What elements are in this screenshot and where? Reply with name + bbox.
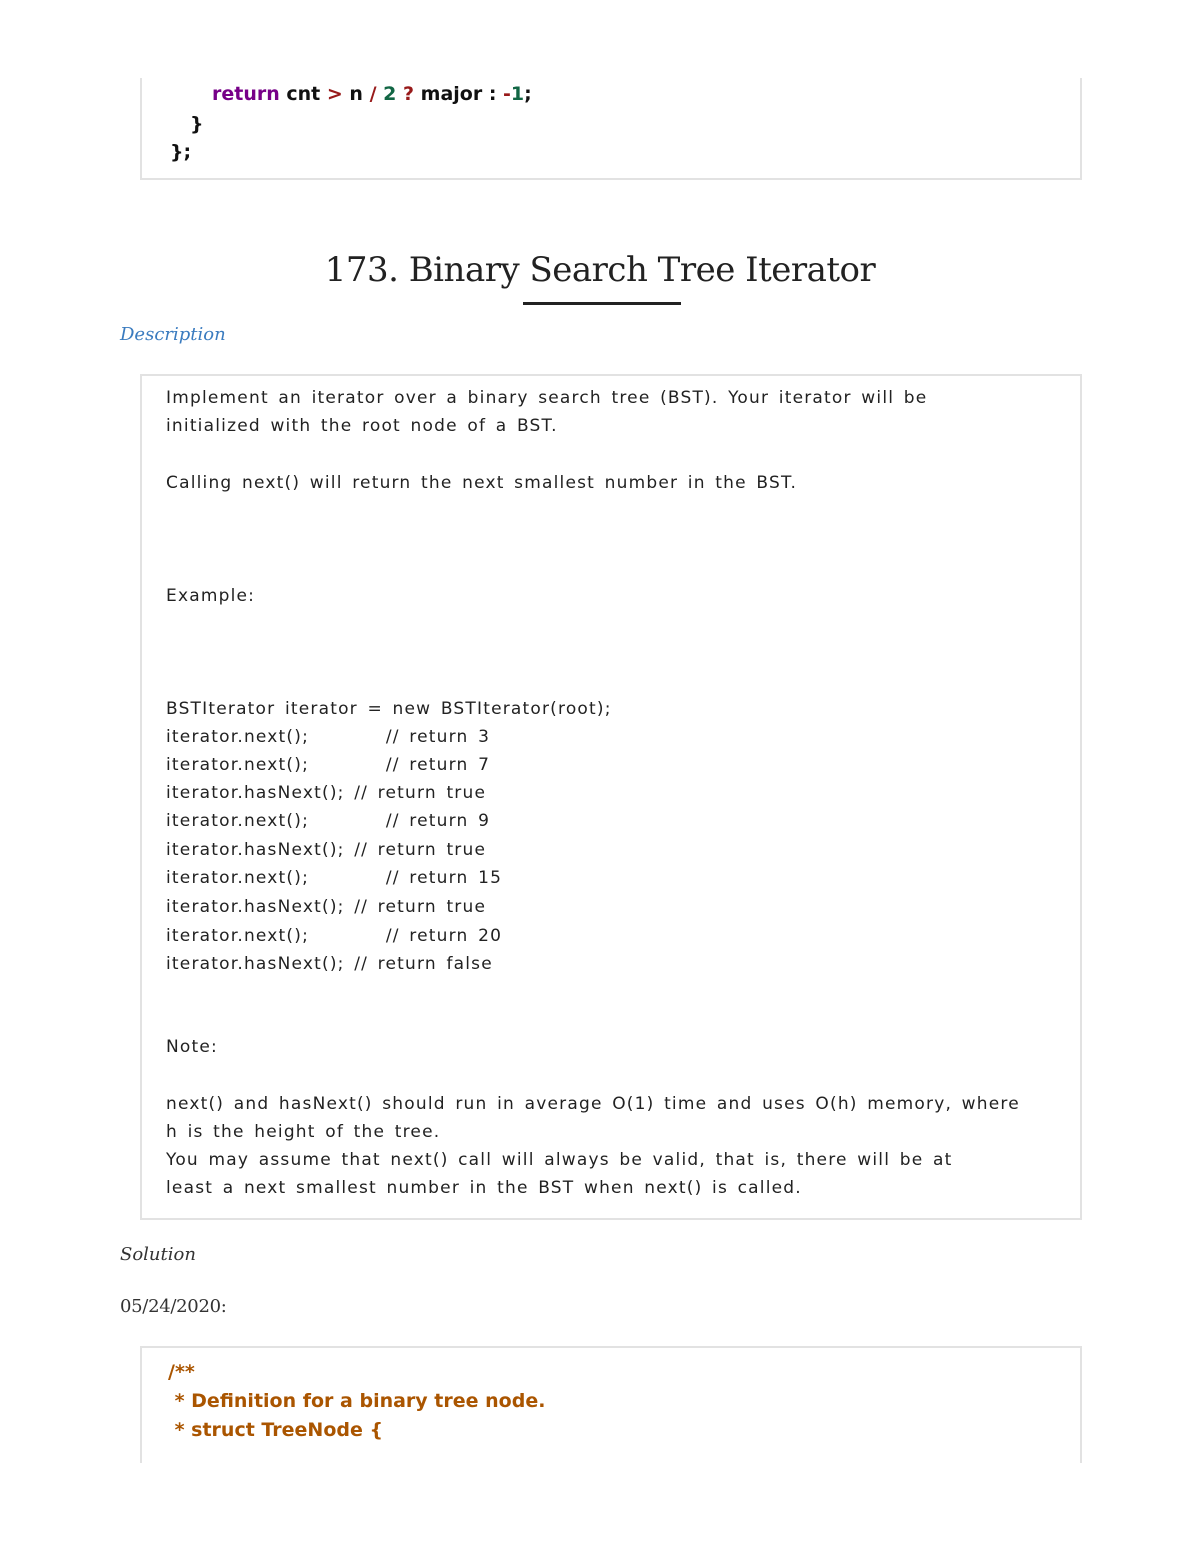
example-line: iterator.hasNext(); // return false bbox=[166, 954, 493, 974]
title-underline bbox=[523, 302, 681, 305]
code-operator: > bbox=[326, 83, 343, 105]
example-line: BSTIterator iterator = new BSTIterator(root); bbox=[166, 699, 612, 719]
code-token bbox=[396, 83, 403, 105]
code-token: ; bbox=[524, 83, 532, 105]
page-title: 173. Binary Search Tree Iterator bbox=[324, 250, 876, 290]
solution-date: 05/24/2020: bbox=[120, 1296, 227, 1317]
note-line: h is the height of the tree. bbox=[166, 1122, 441, 1142]
example-line: iterator.hasNext(); // return true bbox=[166, 783, 487, 803]
note-label: Note: bbox=[166, 1037, 218, 1057]
description-text: Implement an iterator over a binary search tree (BST). Your iterator will be bbox=[166, 388, 928, 408]
example-line: iterator.next(); // return 15 bbox=[166, 868, 503, 888]
code-operator: ? bbox=[403, 83, 415, 105]
code-operator: / bbox=[369, 83, 377, 105]
code-comment-line: * struct TreeNode { bbox=[168, 1419, 384, 1441]
code-comment-line: * Definition for a binary tree node. bbox=[168, 1390, 546, 1412]
code-line-close-class: }; bbox=[170, 141, 192, 163]
note-line: You may assume that next() call will always be valid, that is, there will be at bbox=[166, 1150, 953, 1170]
code-comment-line: /** bbox=[168, 1361, 195, 1383]
code-block-top bbox=[140, 78, 1082, 180]
note-line: least a next smallest number in the BST when next() is called. bbox=[166, 1178, 802, 1198]
example-line: iterator.hasNext(); // return true bbox=[166, 897, 487, 917]
note-line: next() and hasNext() should run in average O(1) time and uses O(h) memory, where bbox=[166, 1094, 1020, 1114]
code-operator: - bbox=[503, 83, 511, 105]
code-number: 1 bbox=[510, 83, 525, 105]
description-box bbox=[140, 374, 1082, 1220]
description-text: initialized with the root node of a BST. bbox=[166, 416, 558, 436]
example-line: iterator.next(); // return 3 bbox=[166, 727, 491, 747]
code-block-bottom bbox=[140, 1346, 1082, 1463]
code-token: major : bbox=[414, 83, 504, 105]
code-number: 2 bbox=[383, 83, 397, 105]
description-text: Calling next() will return the next smallest number in the BST. bbox=[166, 473, 798, 493]
code-token: cnt bbox=[279, 83, 327, 105]
code-line-close-brace: } bbox=[190, 113, 204, 135]
example-line: iterator.next(); // return 7 bbox=[166, 755, 491, 775]
code-line-return bbox=[212, 80, 532, 108]
example-label: Example: bbox=[166, 586, 256, 606]
description-label: Description bbox=[120, 324, 226, 345]
code-token: n bbox=[342, 83, 370, 105]
example-line: iterator.next(); // return 20 bbox=[166, 926, 503, 946]
code-keyword: return bbox=[212, 83, 280, 105]
solution-label: Solution bbox=[120, 1244, 196, 1265]
example-line: iterator.next(); // return 9 bbox=[166, 811, 491, 831]
example-line: iterator.hasNext(); // return true bbox=[166, 840, 487, 860]
